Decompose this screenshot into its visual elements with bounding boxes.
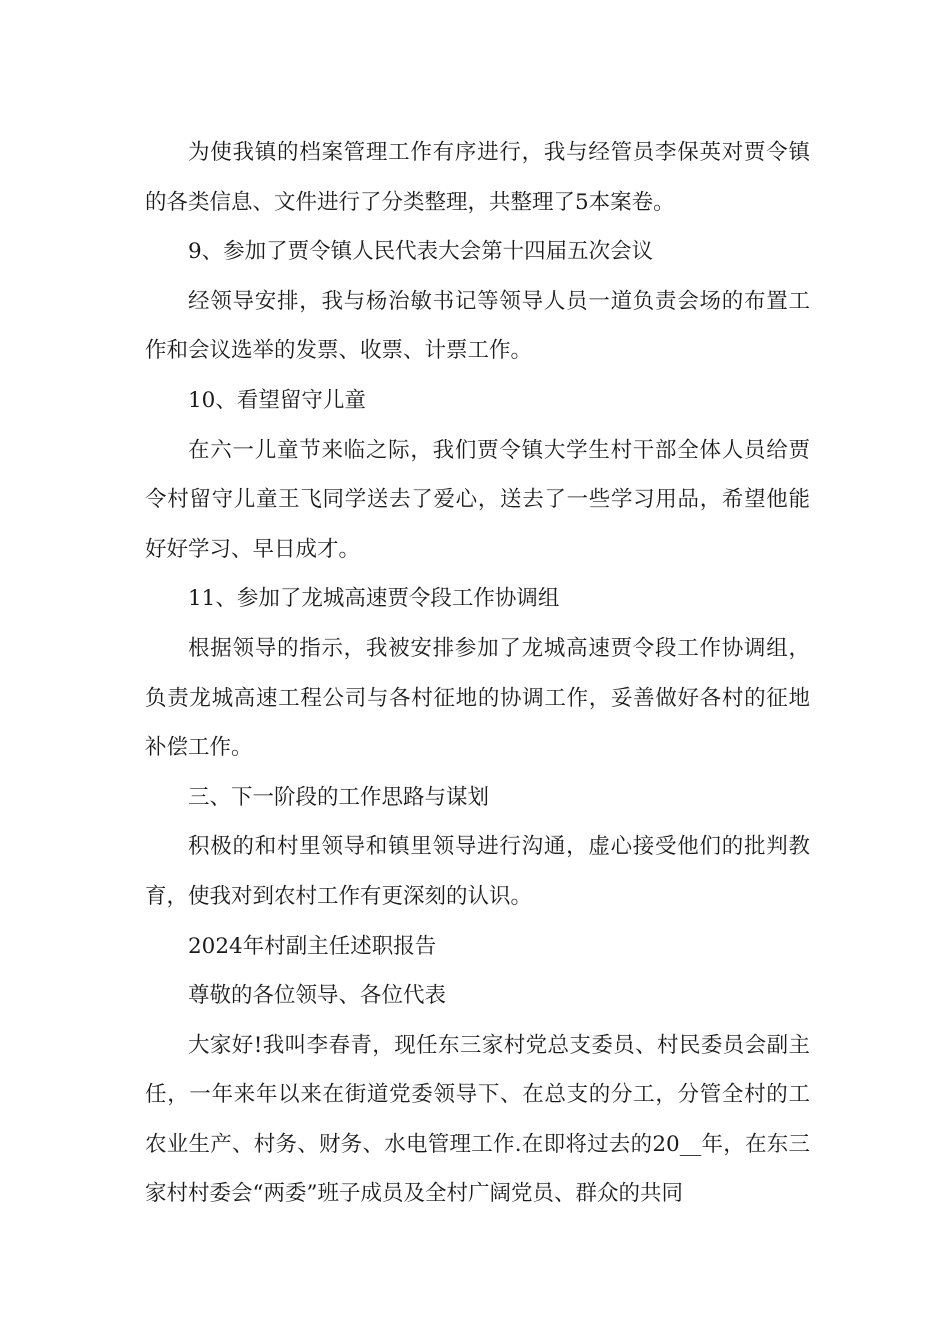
salutation: 尊敬的各位领导、各位代表 [188, 983, 447, 1009]
report-title: 2024年村副主任述职报告 [188, 933, 437, 959]
heading-item-11: 11、参加了龙城高速贾令段工作协调组 [188, 586, 560, 612]
paragraph-next-plan: 积极的和村里领导和镇里领导进行沟通，虚心接受他们的批判教育，使我对到农村工作有更深刻的认识。 [145, 834, 810, 909]
paragraph-highway-coordination: 根据领导的指示，我被安排参加了龙城高速贾令段工作协调组，负责龙城高速工程公司与各村征地的协调工作，妥善做好各村的征地补偿工作。 [145, 635, 810, 761]
paragraph-congress-work: 经领导安排，我与杨治敏书记等领导人员一道负责会场的布置工作和会议选举的发票、收票、计票工作。 [145, 288, 810, 364]
document-body [145, 128, 810, 1219]
heading-section-3: 三、下一阶段的工作思路与谋划 [188, 784, 490, 810]
paragraph-introduction: 大家好!我叫李春青，现任东三家村党总支委员、村民委员会副主任，一年来年以来在街道党委领导下、在总支的分工，分管全村的工农业生产、村务、财务、水电管理工作.在即将过去的20__年，在东三家村村委会“两委”班子成员及全村广阔党员、群众的共同 [145, 1032, 810, 1207]
paragraph-archive-management: 为使我镇的档案管理工作有序进行，我与经管员李保英对贾令镇的各类信息、文件进行了分类整理，共整理了5本案卷。 [145, 140, 810, 215]
paragraph-children-visit: 在六一儿童节来临之际，我们贾令镇大学生村干部全体人员给贾令村留守儿童王飞同学送去了爱心，送去了一些学习用品，希望他能好好学习、早日成才。 [145, 437, 810, 562]
heading-item-10: 10、看望留守儿童 [188, 387, 366, 413]
heading-item-9: 9、参加了贾令镇人民代表大会第十四届五次会议 [188, 239, 654, 265]
